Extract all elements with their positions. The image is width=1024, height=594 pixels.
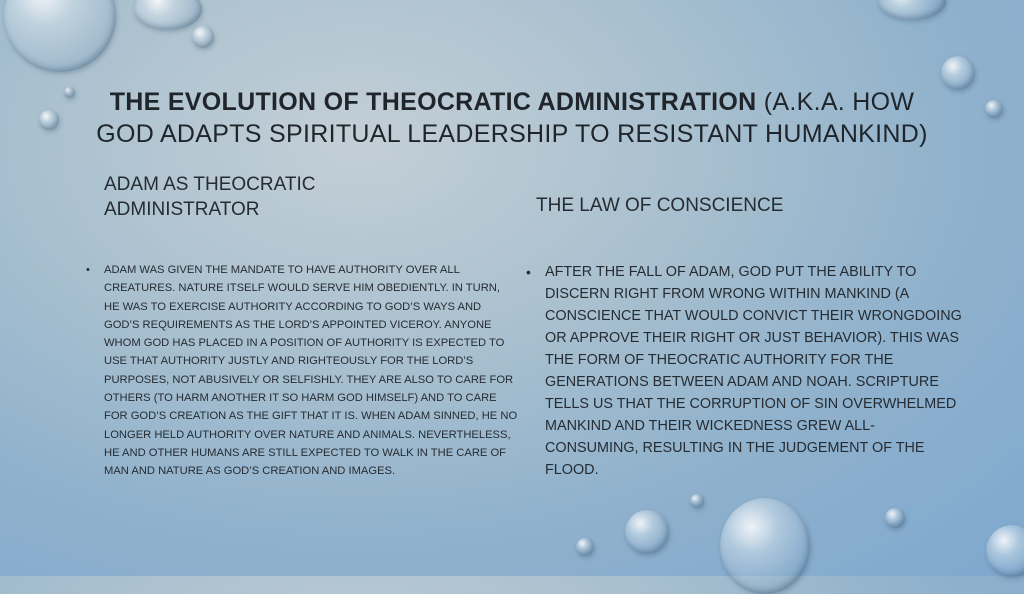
right-column-heading: THE LAW OF CONSCIENCE: [536, 195, 784, 216]
water-drop-decoration: [941, 56, 975, 90]
water-drop-decoration: [39, 110, 59, 130]
title-bold: THE EVOLUTION OF THEOCRATIC ADMINISTRATION: [109, 88, 757, 116]
water-drop-decoration: [720, 498, 810, 594]
right-bullet-item: • AFTER THE FALL OF ADAM, GOD PUT THE ABILITY TO DISCERN RIGHT FROM WRONG WITHIN MANKIND (A CONSCIENCE THAT WOULD CONVICT THEIR WRONGDOING OR APPROVE THEIR RIGHT OR JUST BEHAVIOR). THIS WAS THE FORM OF THEOCRATIC AUTHORITY FOR THE GENERATIONS BETWEEN ADAM AND NOAH. SCRIPTURE TELLS US THAT THE CORRUPTION OF SIN OVERWHELMED MANKIND AND THEIR WICKEDNESS GREW ALL-CONSUMING, RESULTING IN THE JUDGEMENT OF THE FLOOD.: [545, 261, 965, 481]
left-bullet-item: • ADAM WAS GIVEN THE MANDATE TO HAVE AUTHORITY OVER ALL CREATURES. NATURE ITSELF WOULD SERVE HIM OBEDIENTLY. IN TURN, HE WAS TO EXERCISE AUTHORITY ACCORDING TO GOD’S WAYS AND GOD’S REQUIREMENTS AS THE LORD’S APPOINTED VICEROY. ANYONE WHOM GOD HAS PLACED IN A POSITION OF AUTHORITY IS EXPECTED TO USE THAT AUTHORITY JUSTLY AND RIGHTEOUSLY FOR THE LORD’S PURPOSES, NOT ABUSIVELY OR SELFISHLY. THEY ARE ALSO TO CARE FOR OTHERS (TO HARM ANOTHER IT SO HARM GOD HIMSELF) AND TO CARE FOR GOD’S CREATION AS THE GIFT THAT IT IS. WHEN ADAM SINNED, HE NO LONGER HELD AUTHORITY OVER NATURE AND ANIMALS. NEVERTHELESS, HE AND OTHER HUMANS ARE STILL EXPECTED TO WALK IN THE CARE OF MAN AND NATURE AS GOD’S CREATION AND IMAGES.: [104, 261, 518, 481]
water-drop-decoration: [576, 538, 594, 556]
water-drop-decoration: [134, 0, 202, 30]
title-suffix: (A.K.A. HOW: [756, 88, 915, 116]
slide-title: [60, 86, 964, 150]
left-heading-line-2: ADMINISTRATOR: [104, 199, 260, 220]
water-drop-decoration: [192, 26, 214, 48]
left-heading-line-1: ADAM AS THEOCRATIC: [104, 174, 316, 195]
water-drop-decoration: [986, 525, 1024, 577]
title-line-2: GOD ADAPTS SPIRITUAL LEADERSHIP TO RESISTANT HUMANKIND): [96, 120, 928, 148]
left-column-heading: [104, 172, 316, 222]
water-drop-decoration: [625, 510, 669, 554]
water-drop-decoration: [985, 100, 1003, 118]
water-drop-decoration: [4, 0, 116, 72]
right-column-bullets: [524, 261, 965, 481]
water-drop-decoration: [690, 494, 704, 508]
left-column-bullets: [86, 261, 518, 481]
water-drop-decoration: [878, 0, 946, 20]
water-drop-decoration: [885, 508, 905, 528]
